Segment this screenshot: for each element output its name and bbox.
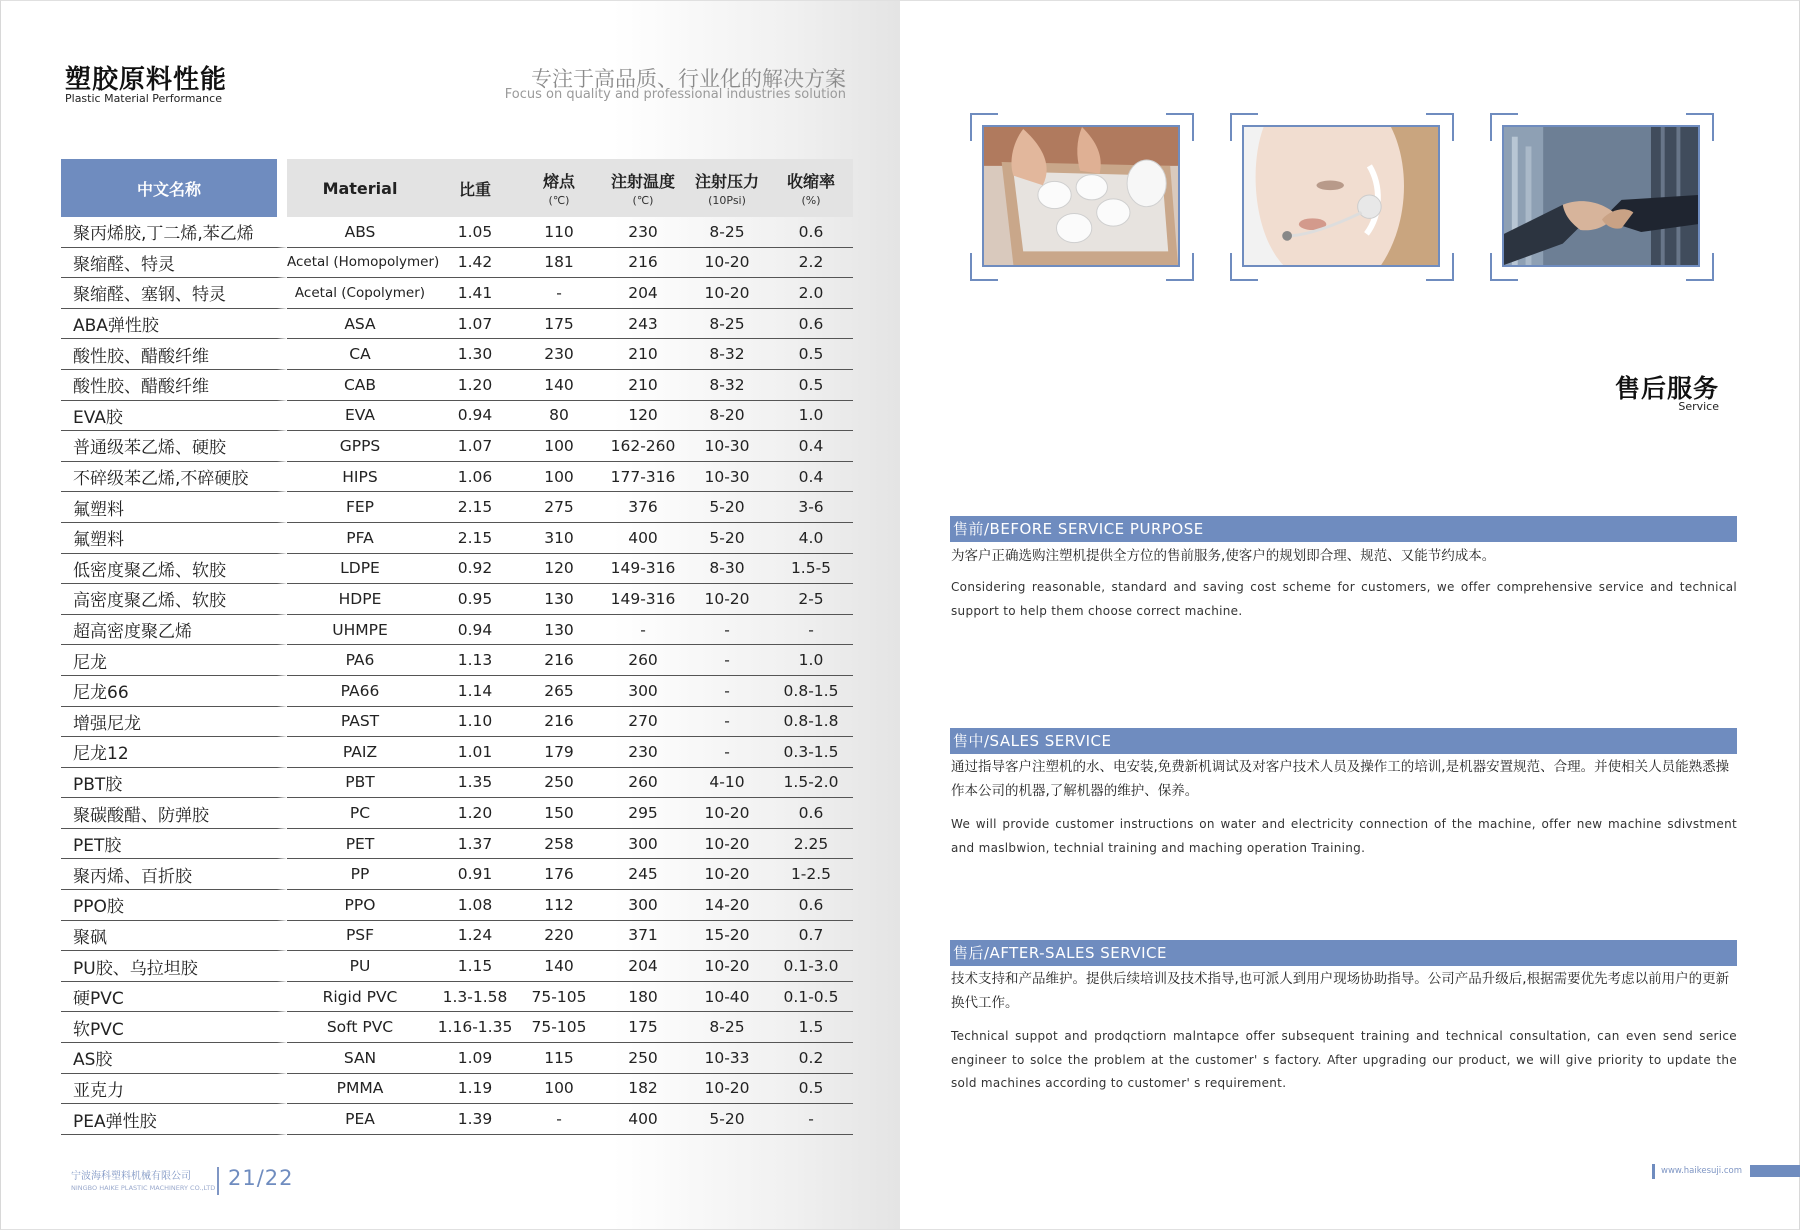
cell-injection-temp: 371 [601,921,685,952]
cell-density: 1.07 [433,431,517,462]
cell-material: PAIZ [287,737,433,768]
header-injection-temp [601,159,685,217]
cell-material: PFA [287,523,433,554]
cell-shrinkage: 1-2.5 [769,859,853,890]
cell-injection-temp: 162-260 [601,431,685,462]
cell-density: 0.92 [433,554,517,585]
cell-melting-point: 176 [517,859,601,890]
cell-density: 1.10 [433,707,517,738]
photo-frame-2 [1230,113,1454,281]
header-inj-pressure-label: 注射压力 [694,172,759,191]
cell-density: 1.08 [433,890,517,921]
cell-injection-pressure: 15-20 [685,921,769,952]
cell-shrinkage: 0.6 [769,890,853,921]
cell-shrinkage: 3-6 [769,492,853,523]
cell-density: 1.39 [433,1104,517,1135]
cell-injection-temp: 175 [601,1012,685,1043]
page-subtitle: Plastic Material Performance [65,92,222,105]
cell-injection-temp: 250 [601,1043,685,1074]
cell-shrinkage: 0.1-3.0 [769,951,853,982]
cell-melting-point: 115 [517,1043,601,1074]
cell-cn-name: 尼龙66 [61,676,287,707]
cell-shrinkage: 0.2 [769,1043,853,1074]
cell-injection-pressure: 10-33 [685,1043,769,1074]
header-shrink-unit: (%) [801,194,821,207]
website-url: www.haikesuji.com [1661,1166,1742,1176]
cell-injection-pressure: 8-25 [685,309,769,340]
cell-cn-name: 尼龙 [61,645,287,676]
cell-density: 0.91 [433,859,517,890]
cell-cn-name: 软PVC [61,1012,287,1043]
cell-injection-temp: 295 [601,798,685,829]
cell-material: Soft PVC [287,1012,433,1043]
cell-injection-pressure: 10-20 [685,859,769,890]
section-text-en-after: Technical suppot and prodqctiorn malntapce offer subsequent training and technical consultation, can even send serice engineer to solce the problem at the customer' s factory. After upgrading our product, we will give priority to update the sold machines according to customer' s requirement. [951,1029,1737,1090]
header-density: 比重 [433,159,517,217]
table-body [61,217,853,1135]
table-row [61,401,853,432]
table-row [61,1074,853,1105]
cell-shrinkage: 0.8-1.5 [769,676,853,707]
table-row [61,584,853,615]
cell-cn-name: PPO胶 [61,890,287,921]
cell-density: 0.94 [433,615,517,646]
cell-injection-pressure: 5-20 [685,1104,769,1135]
cell-melting-point: 220 [517,921,601,952]
cell-density: 1.16-1.35 [433,1012,517,1043]
cell-injection-pressure: 10-20 [685,584,769,615]
cell-shrinkage: 0.6 [769,309,853,340]
cell-density: 1.15 [433,951,517,982]
cell-material: LDPE [287,554,433,585]
header-shrink-label: 收缩率 [786,172,835,191]
cell-injection-temp: 300 [601,676,685,707]
cell-material: PP [287,859,433,890]
section-heading-sales-service: 售中/SALES SERVICE [950,728,1737,754]
cell-melting-point: 250 [517,768,601,799]
footer-company [71,1167,215,1192]
cell-melting-point: 112 [517,890,601,921]
table-row [61,707,853,738]
cell-injection-temp: - [601,615,685,646]
cell-injection-temp: 204 [601,278,685,309]
header-melting-unit: (℃) [548,194,570,207]
cell-density: 2.15 [433,492,517,523]
cell-cn-name: PU胶、乌拉坦胶 [61,951,287,982]
cell-injection-temp: 149-316 [601,554,685,585]
cell-shrinkage: 0.5 [769,1074,853,1105]
table-row [61,615,853,646]
section-text-cn-after: 技术支持和产品维护。提供后续培训及技术指导,也可派人到用户现场协助指导。公司产品升级后,根据需要优先考虑以前用户的更新换代工作。 [951,971,1730,1011]
cell-melting-point: 179 [517,737,601,768]
cell-injection-pressure: 10-30 [685,431,769,462]
cell-shrinkage: 2.0 [769,278,853,309]
cell-melting-point: 80 [517,401,601,432]
cell-melting-point: 275 [517,492,601,523]
company-name-en: NINGBO HAIKE PLASTIC MACHINERY CO.,LTD [71,1184,216,1192]
cell-material: PEA [287,1104,433,1135]
table-row [61,248,853,279]
header-melting-point [517,159,601,217]
cell-melting-point: 75-105 [517,982,601,1013]
header-injection-pressure [685,159,769,217]
cell-material: CA [287,339,433,370]
cell-injection-pressure: 4-10 [685,768,769,799]
cell-cn-name: 聚缩醛、塞钢、特灵 [61,278,287,309]
cell-material: PET [287,829,433,860]
cell-cn-name: 酸性胶、醋酸纤维 [61,339,287,370]
cell-injection-pressure: 5-20 [685,492,769,523]
table-row [61,523,853,554]
cell-injection-temp: 260 [601,645,685,676]
cell-material: PA6 [287,645,433,676]
cell-injection-temp: 376 [601,492,685,523]
cell-shrinkage: 2.25 [769,829,853,860]
header-cn-name: 中文名称 [61,159,287,217]
cell-shrinkage: 0.4 [769,431,853,462]
cell-injection-temp: 182 [601,1074,685,1105]
cell-injection-pressure: 14-20 [685,890,769,921]
table-row [61,554,853,585]
cell-material: PSF [287,921,433,952]
cell-material: PC [287,798,433,829]
header-inj-pressure-unit: (10Psi) [708,194,746,207]
cell-shrinkage: 1.0 [769,401,853,432]
cell-cn-name: 硬PVC [61,982,287,1013]
table-row [61,462,853,493]
table-row [61,859,853,890]
cell-density: 1.13 [433,645,517,676]
cell-shrinkage: 1.0 [769,645,853,676]
table-row [61,921,853,952]
cell-melting-point: 310 [517,523,601,554]
table-row [61,217,853,248]
cell-density: 1.20 [433,370,517,401]
tea-service-photo [982,125,1180,267]
header-inj-temp-label: 注射温度 [610,172,675,191]
cell-melting-point: 181 [517,248,601,279]
cell-shrinkage: 1.5 [769,1012,853,1043]
cell-injection-pressure: 10-30 [685,462,769,493]
cell-cn-name: 低密度聚乙烯、软胶 [61,554,287,585]
cell-injection-pressure: - [685,707,769,738]
cell-cn-name: 酸性胶、醋酸纤维 [61,370,287,401]
section-text-cn-before: 为客户正确选购注塑机提供全方位的售前服务,使客户的规划即合理、规范、又能节约成本。 [951,548,1496,564]
cell-injection-pressure: 10-20 [685,951,769,982]
cell-melting-point: 175 [517,309,601,340]
cell-density: 1.35 [433,768,517,799]
cell-shrinkage: 0.6 [769,798,853,829]
cell-injection-pressure: 5-20 [685,523,769,554]
cell-melting-point: 230 [517,339,601,370]
cell-melting-point: 265 [517,676,601,707]
cell-material: PAST [287,707,433,738]
cell-injection-temp: 300 [601,829,685,860]
cell-shrinkage: 0.6 [769,217,853,248]
table-row [61,768,853,799]
section-text-en-before: Considering reasonable, standard and saving cost scheme for customers, we offer comprehensive service and technical support to help them choose correct machine. [951,580,1737,618]
cell-density: 1.20 [433,798,517,829]
cell-cn-name: PEA弹性胶 [61,1104,287,1135]
page-number: 21/22 [228,1166,294,1190]
cell-melting-point: 216 [517,707,601,738]
cell-melting-point: 75-105 [517,1012,601,1043]
cell-shrinkage: 0.5 [769,339,853,370]
cell-density: 0.95 [433,584,517,615]
cell-material: Rigid PVC [287,982,433,1013]
cell-material: PPO [287,890,433,921]
cell-melting-point: 110 [517,217,601,248]
cell-melting-point: 130 [517,615,601,646]
cell-injection-pressure: 8-30 [685,554,769,585]
cell-cn-name: 聚砜 [61,921,287,952]
header-melting-label: 熔点 [542,172,575,191]
cell-shrinkage: 0.7 [769,921,853,952]
table-row [61,431,853,462]
cell-cn-name: PET胶 [61,829,287,860]
cell-cn-name: EVA胶 [61,401,287,432]
cell-melting-point: - [517,1104,601,1135]
cell-cn-name: 不碎级苯乙烯,不碎硬胶 [61,462,287,493]
cell-injection-temp: 230 [601,737,685,768]
table-row [61,1043,853,1074]
cell-shrinkage: - [769,1104,853,1135]
table-row [61,278,853,309]
cell-injection-pressure: 10-20 [685,1074,769,1105]
table-row [61,309,853,340]
cell-density: 1.14 [433,676,517,707]
section-text-en-sales: We will provide customer instructions on water and electricity connection of the machine, offer new machine sdivstment and maslbwion, technial training and maching operation Training. [951,817,1737,855]
table-row [61,1012,853,1043]
cell-injection-temp: 180 [601,982,685,1013]
cell-material: FEP [287,492,433,523]
cell-material: HDPE [287,584,433,615]
cell-cn-name: AS胶 [61,1043,287,1074]
cell-density: 1.37 [433,829,517,860]
table-row [61,798,853,829]
header-material: Material [287,159,433,217]
cell-shrinkage: 2-5 [769,584,853,615]
cell-cn-name: 聚丙烯、百折胶 [61,859,287,890]
cell-injection-pressure: 8-25 [685,1012,769,1043]
cell-injection-pressure: - [685,615,769,646]
cell-cn-name: 聚碳酸醋、防弹胶 [61,798,287,829]
cell-density: 1.05 [433,217,517,248]
cell-material: EVA [287,401,433,432]
table-row [61,1104,853,1135]
cell-density: 1.3-1.58 [433,982,517,1013]
header-inj-temp-unit: (℃) [632,194,654,207]
cell-injection-pressure: - [685,645,769,676]
cell-density: 1.01 [433,737,517,768]
cell-melting-point: 150 [517,798,601,829]
website-marker [1652,1164,1655,1179]
cell-material: HIPS [287,462,433,493]
cell-density: 1.30 [433,339,517,370]
cell-density: 1.07 [433,309,517,340]
cell-cn-name: 亚克力 [61,1074,287,1105]
cell-injection-pressure: - [685,676,769,707]
section-text-cn-sales: 通过指导客户注塑机的水、电安装,免费新机调试及对客户技术人员及操作工的培训,是机器安置规范、合理。并使相关人员能熟悉操作本公司的机器,了解机器的维护、保养。 [951,759,1730,799]
material-performance-table [61,159,853,1135]
cell-injection-temp: 120 [601,401,685,432]
cell-material: SAN [287,1043,433,1074]
cell-cn-name: 聚丙烯胶,丁二烯,苯乙烯 [61,217,287,248]
cell-density: 2.15 [433,523,517,554]
cell-material: CAB [287,370,433,401]
cell-cn-name: PBT胶 [61,768,287,799]
cell-injection-pressure: 10-20 [685,798,769,829]
cell-injection-temp: 216 [601,248,685,279]
service-title: 售后服务 [1614,374,1719,403]
handshake-photo [1502,125,1700,267]
cell-melting-point: - [517,278,601,309]
cell-cn-name: 尼龙12 [61,737,287,768]
cell-density: 1.24 [433,921,517,952]
website-bar [1750,1165,1800,1177]
header-shrinkage [769,159,853,217]
table-row [61,492,853,523]
cell-melting-point: 140 [517,370,601,401]
cell-density: 1.19 [433,1074,517,1105]
cell-density: 1.09 [433,1043,517,1074]
cell-material: PBT [287,768,433,799]
cell-density: 1.41 [433,278,517,309]
cell-injection-pressure: 10-40 [685,982,769,1013]
cell-material: Acetal (Homopolymer) [287,248,433,279]
table-row [61,890,853,921]
cell-material: GPPS [287,431,433,462]
cell-density: 1.06 [433,462,517,493]
cell-cn-name: 聚缩醛、特灵 [61,248,287,279]
cell-injection-pressure: 10-20 [685,829,769,860]
customer-service-headset-photo [1242,125,1440,267]
table-row [61,370,853,401]
cell-shrinkage: 0.5 [769,370,853,401]
cell-cn-name: 氟塑料 [61,492,287,523]
cell-cn-name: 增强尼龙 [61,707,287,738]
cell-injection-temp: 300 [601,890,685,921]
cell-injection-pressure: 8-32 [685,370,769,401]
cell-injection-temp: 210 [601,370,685,401]
cell-shrinkage: 0.4 [769,462,853,493]
footer-divider [217,1167,219,1195]
cell-material: ABS [287,217,433,248]
table-row [61,829,853,860]
cell-injection-pressure: 10-20 [685,278,769,309]
cell-injection-temp: 210 [601,339,685,370]
right-page [900,0,1800,1230]
cell-density: 1.42 [433,248,517,279]
table-row [61,951,853,982]
company-name-cn: 宁波海科塑料机械有限公司 [71,1171,191,1182]
cell-injection-temp: 270 [601,707,685,738]
cell-melting-point: 140 [517,951,601,982]
cell-cn-name: ABA弹性胶 [61,309,287,340]
cell-injection-temp: 260 [601,768,685,799]
cell-material: PMMA [287,1074,433,1105]
slogan-cn: 专注于高品质、行业化的解决方案 [531,67,846,91]
cell-material: PA66 [287,676,433,707]
cell-injection-pressure: - [685,737,769,768]
cell-shrinkage: 1.5-5 [769,554,853,585]
table-row [61,339,853,370]
cell-injection-temp: 400 [601,523,685,554]
table-row [61,676,853,707]
page-title: 塑胶原料性能 [65,65,228,95]
cell-shrinkage: 4.0 [769,523,853,554]
cell-material: UHMPE [287,615,433,646]
table-row [61,737,853,768]
cell-shrinkage: 2.2 [769,248,853,279]
cell-cn-name: 普通级苯乙烯、硬胶 [61,431,287,462]
cell-injection-temp: 245 [601,859,685,890]
cell-melting-point: 100 [517,462,601,493]
cell-injection-temp: 400 [601,1104,685,1135]
cell-melting-point: 100 [517,1074,601,1105]
section-heading-before-service: 售前/BEFORE SERVICE PURPOSE [950,516,1737,542]
cell-melting-point: 258 [517,829,601,860]
cell-cn-name: 高密度聚乙烯、软胶 [61,584,287,615]
cell-injection-pressure: 8-25 [685,217,769,248]
cell-shrinkage: 0.8-1.8 [769,707,853,738]
cell-melting-point: 130 [517,584,601,615]
cell-injection-temp: 177-316 [601,462,685,493]
cell-melting-point: 120 [517,554,601,585]
cell-shrinkage: 0.3-1.5 [769,737,853,768]
cell-shrinkage: - [769,615,853,646]
cell-injection-temp: 243 [601,309,685,340]
cell-injection-pressure: 8-20 [685,401,769,432]
cell-density: 0.94 [433,401,517,432]
table-header-row [61,159,853,217]
cell-injection-pressure: 8-32 [685,339,769,370]
cell-shrinkage: 1.5-2.0 [769,768,853,799]
service-subtitle: Service [1678,400,1719,413]
photo-frame-3 [1490,113,1714,281]
cell-melting-point: 100 [517,431,601,462]
cell-cn-name: 氟塑料 [61,523,287,554]
cell-melting-point: 216 [517,645,601,676]
cell-injection-temp: 230 [601,217,685,248]
cell-injection-temp: 149-316 [601,584,685,615]
cell-injection-pressure: 10-20 [685,248,769,279]
photo-frame-1 [970,113,1194,281]
cell-material: PU [287,951,433,982]
table-row [61,645,853,676]
cell-material: Acetal (Copolymer) [287,278,433,309]
cell-cn-name: 超高密度聚乙烯 [61,615,287,646]
cell-injection-temp: 204 [601,951,685,982]
slogan-en: Focus on quality and professional industries solution [504,87,846,102]
section-heading-after-sales: 售后/AFTER-SALES SERVICE [950,940,1737,966]
table-row [61,982,853,1013]
cell-material: ASA [287,309,433,340]
cell-shrinkage: 0.1-0.5 [769,982,853,1013]
